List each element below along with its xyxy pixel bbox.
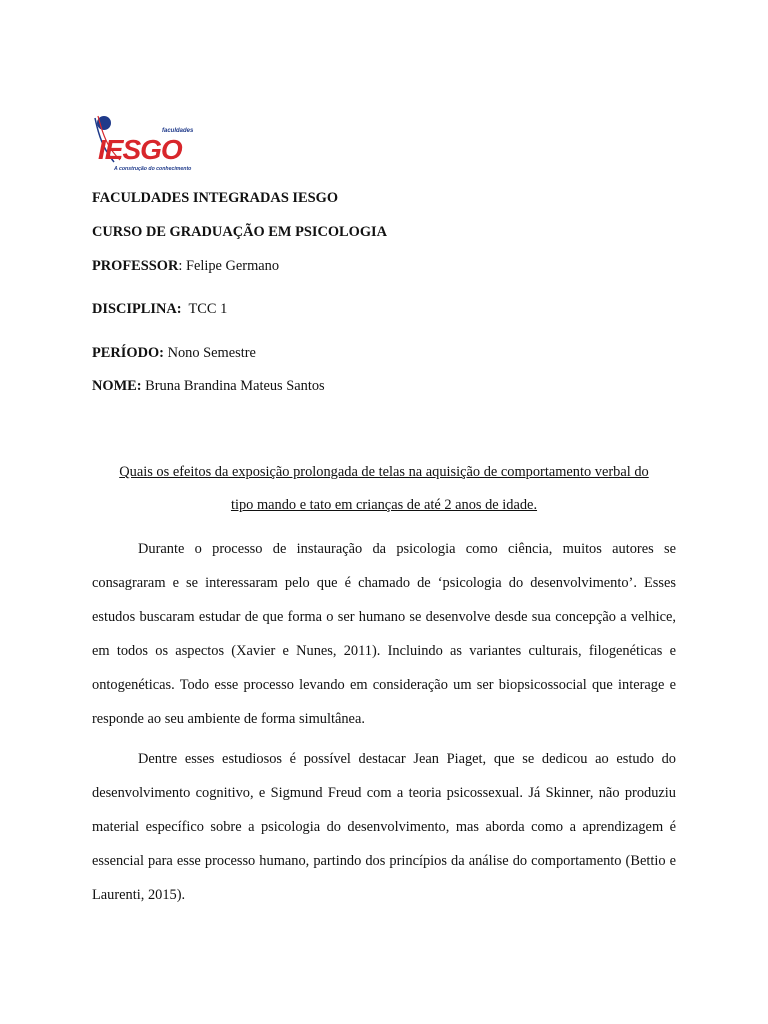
body-paragraph-1: Durante o processo de instauração da psicologia como ciência, muitos autores se consagraram e se interessaram pelo que é chamado de ‘psicologia do desenvolvimento’. Esses estudos buscaram estudar de que forma o ser humano se desenvolve desde sua concepção a velhice, em todos os aspectos (Xavier e Nunes, 2011). Incluindo as variantes culturais, filogenéticas e ontogenéticas. Todo esse processo levando em consideração um ser biopsicossocial que interage e responde ao seu ambiente de forma simultânea. (92, 541, 676, 727)
period-label: PERÍODO: (92, 345, 164, 361)
institution-name: FACULDADES INTEGRADAS IESGO (92, 190, 339, 206)
discipline-label: DISCIPLINA: (92, 301, 182, 317)
professor-line (92, 257, 279, 275)
logo-top-label: faculdades (162, 128, 194, 134)
period-value: Nono Semestre (163, 345, 256, 361)
logo-tagline: A construção do conhecimento (114, 166, 192, 172)
research-title-line-1: Quais os efeitos da exposição prolongada de telas na aquisição de comportamento verbal do (119, 464, 649, 480)
body-paragraph-2: Dentre esses estudiosos é possível destacar Jean Piaget, que se dedicou ao estudo do desenvolvimento cognitivo, e Sigmund Freud com a teoria psicossexual. Já Skinner, não produziu material específico sobre a psicologia do desenvolvimento, mas aborda como a aprendizagem é essencial para esse processo humano, partindo dos princípios da análise do comportamento (Bettio e Laurenti, 2015). (92, 751, 676, 903)
discipline-value: TCC 1 (181, 301, 228, 317)
name-label: NOME: (92, 378, 142, 394)
name-value: Bruna Brandina Mateus Santos (141, 378, 325, 394)
period-line (92, 344, 256, 362)
professor-label: PROFESSOR (92, 258, 179, 274)
name-line (92, 377, 325, 395)
discipline-line (92, 300, 227, 318)
research-title-line-2: tipo mando e tato em crianças de até 2 anos de idade. (230, 497, 538, 513)
course-name: CURSO DE GRADUAÇÃO EM PSICOLOGIA (92, 224, 388, 240)
iesgo-logo (92, 112, 204, 174)
professor-value: : Felipe Germano (178, 258, 280, 274)
logo-wordmark: IESGO (98, 134, 182, 165)
